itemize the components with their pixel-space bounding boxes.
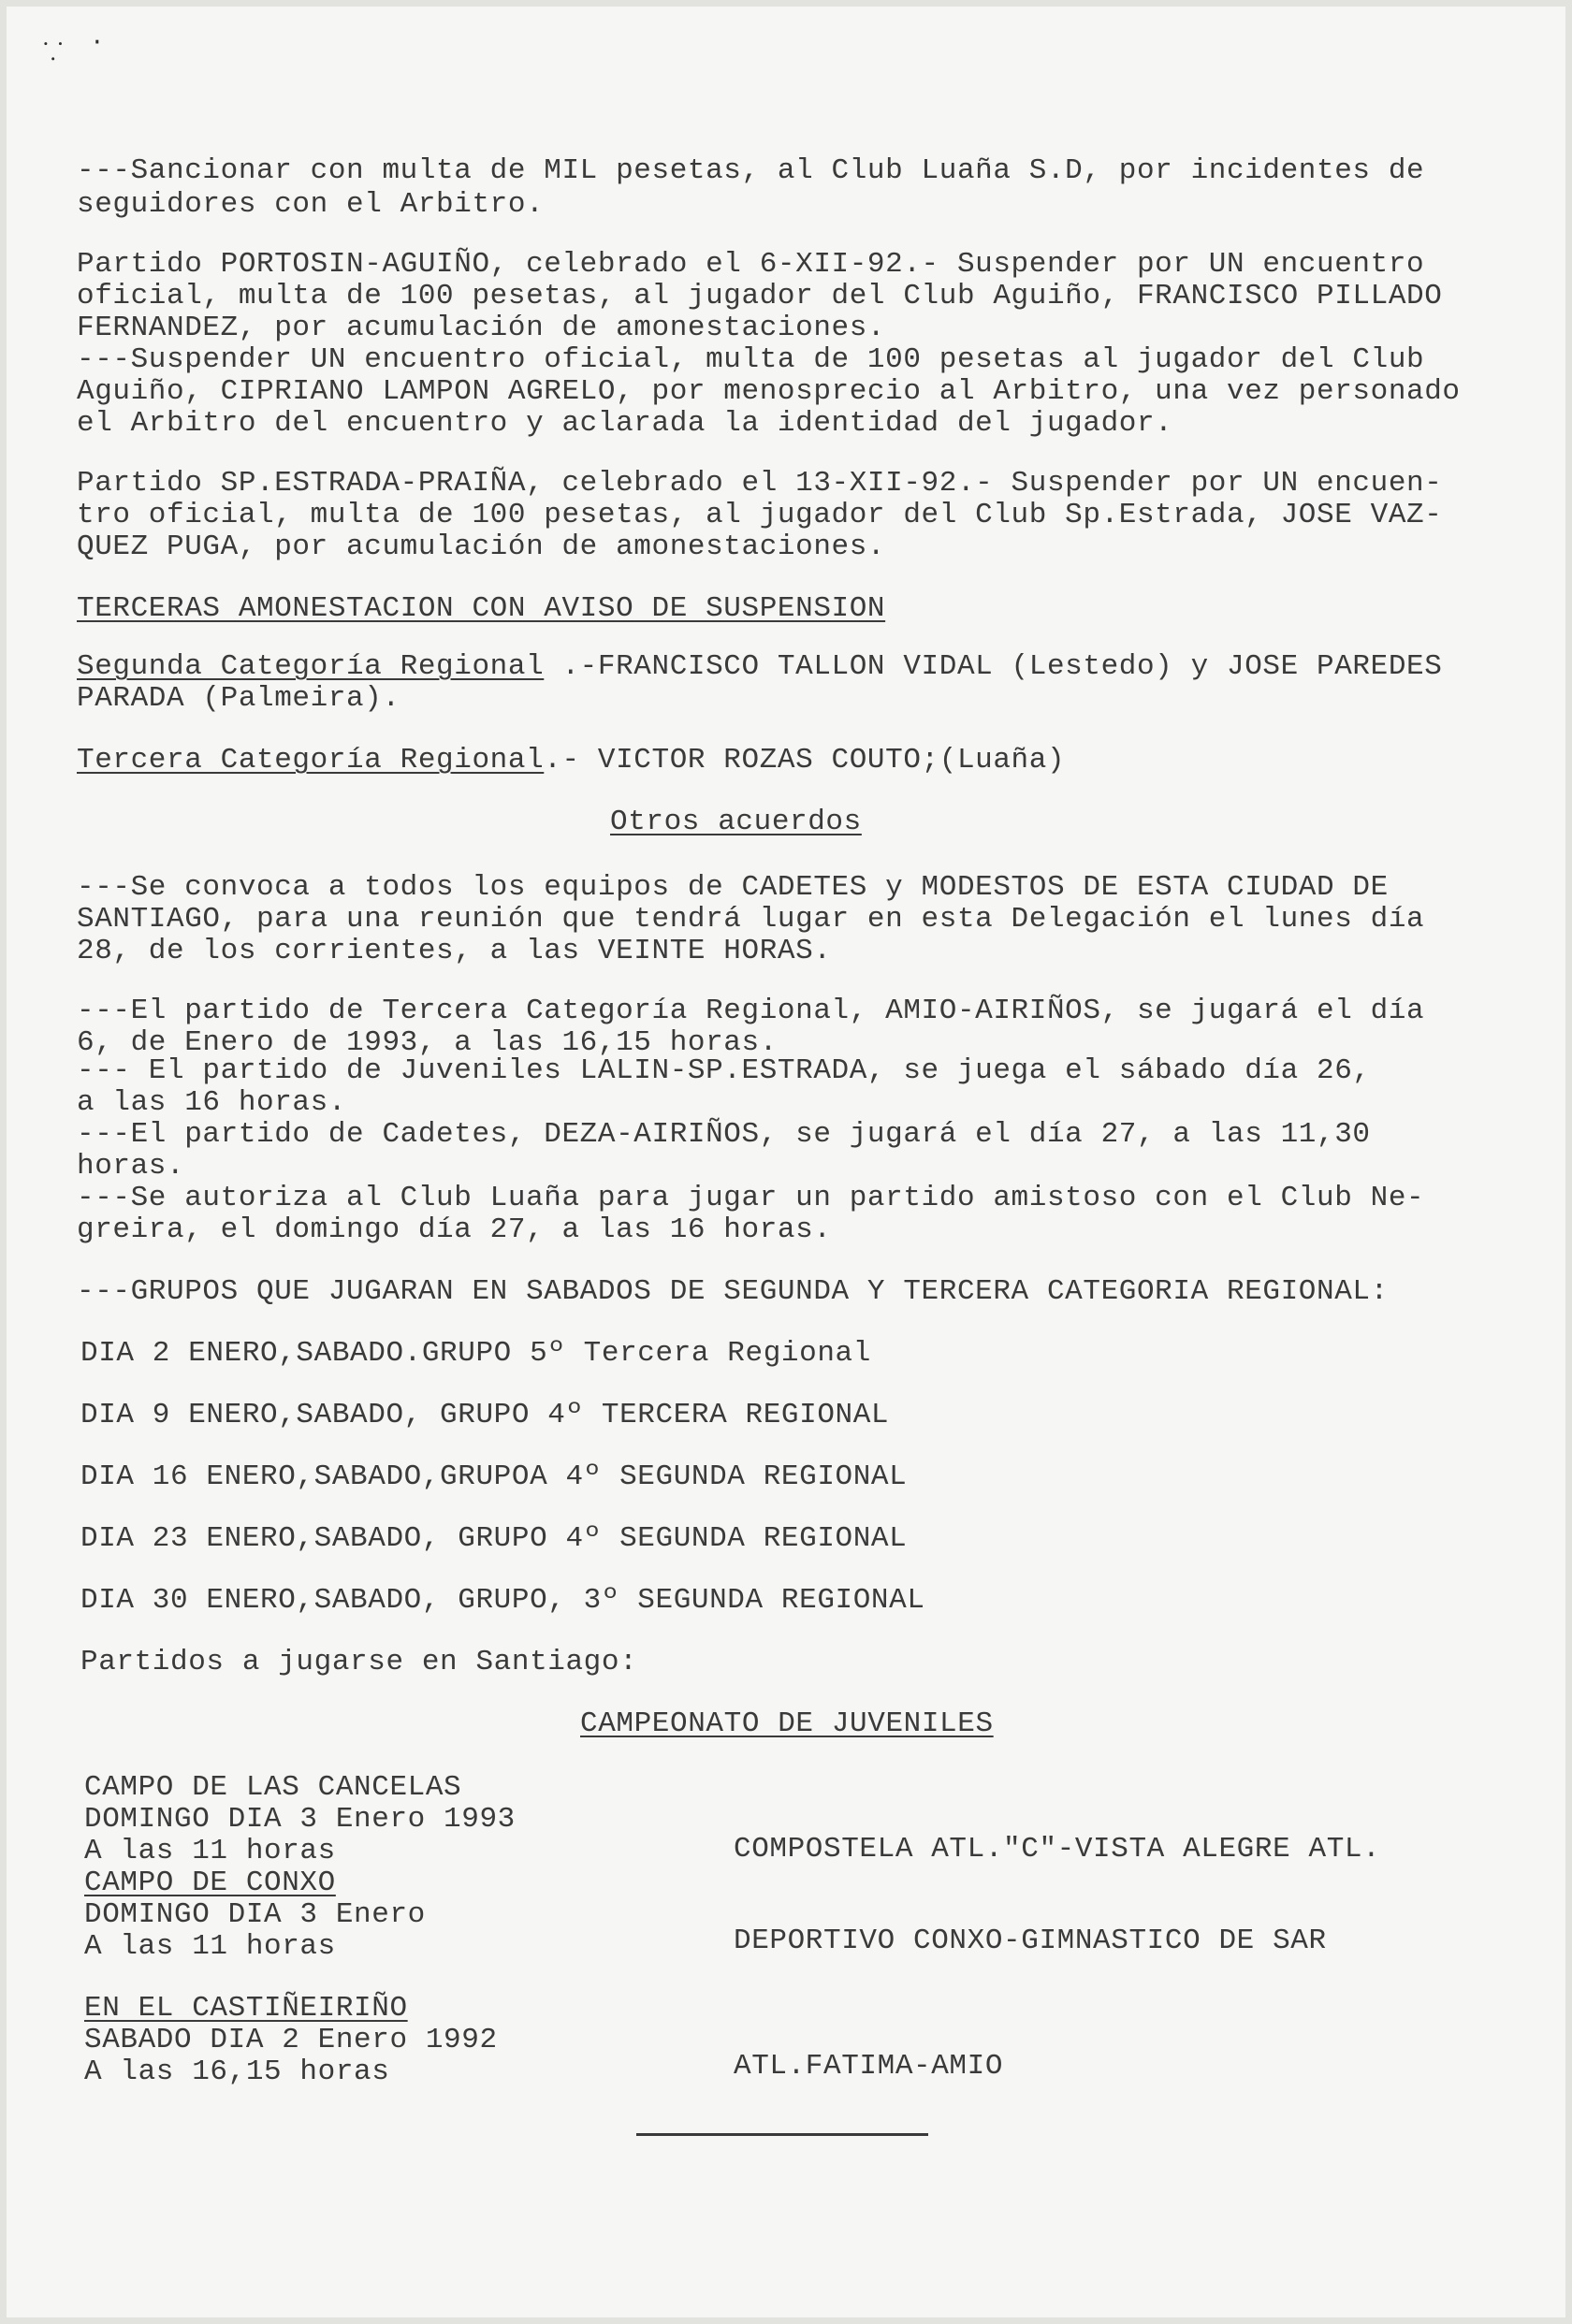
text-line: Aguiño, CIPRIANO LAMPON AGRELO, por menosprecio al Arbitro, una vez personado xyxy=(77,375,1461,408)
corner-mark-icon: ⸪ xyxy=(43,39,64,67)
match-name: COMPOSTELA ATL."C"-VISTA ALEGRE ATL. xyxy=(734,1833,1381,1866)
match-name: DEPORTIVO CONXO-GIMNASTICO DE SAR xyxy=(734,1925,1327,1957)
text-line: seguidores con el Arbitro. xyxy=(77,188,545,221)
category-label: Segunda Categoría Regional xyxy=(77,650,545,683)
text-line: ---GRUPOS QUE JUGARAN EN SABADOS DE SEGUNDA Y TERCERA CATEGORIA REGIONAL: xyxy=(77,1275,1389,1308)
schedule-line: DIA 2 ENERO,SABADO.GRUPO 5º Tercera Regional xyxy=(80,1337,871,1370)
text-line xyxy=(77,651,1442,683)
text-line xyxy=(77,745,1065,777)
text-line: el Arbitro del encuentro y aclarada la identidad del jugador. xyxy=(77,407,1173,440)
venue-date: DOMINGO DIA 3 Enero 1993 xyxy=(84,1803,516,1836)
text-line: a las 16 horas. xyxy=(77,1086,347,1119)
text-line: QUEZ PUGA, por acumulación de amonestaciones. xyxy=(77,530,886,563)
schedule-line: DIA 16 ENERO,SABADO,GRUPOA 4º SEGUNDA REGIONAL xyxy=(80,1460,908,1493)
text-line: horas. xyxy=(77,1150,185,1183)
category-label: Tercera Categoría Regional xyxy=(77,744,545,777)
venue-time: A las 11 horas xyxy=(84,1835,336,1867)
corner-mark-icon: · xyxy=(90,28,105,56)
text-line: Partido PORTOSIN-AGUIÑO, celebrado el 6-XII-92.- Suspender por UN encuentro xyxy=(77,248,1425,281)
category-text: .- VICTOR ROZAS COUTO;(Luaña) xyxy=(544,744,1066,777)
text-line: 28, de los corrientes, a las VEINTE HORAS. xyxy=(77,935,832,967)
schedule-line: DIA 30 ENERO,SABADO, GRUPO, 3º SEGUNDA REGIONAL xyxy=(80,1584,925,1617)
text-line: PARADA (Palmeira). xyxy=(77,682,400,715)
venue-date: SABADO DIA 2 Enero 1992 xyxy=(84,2024,498,2056)
text-line: ---El partido de Tercera Categoría Regional, AMIO-AIRIÑOS, se jugará el día xyxy=(77,995,1425,1027)
text-line: SANTIAGO, para una reunión que tendrá lugar en esta Delegación el lunes día xyxy=(77,903,1425,936)
text-line: oficial, multa de 100 pesetas, al jugador del Club Aguiño, FRANCISCO PILLADO xyxy=(77,280,1443,312)
schedule-line: DIA 9 ENERO,SABADO, GRUPO 4º TERCERA REGIONAL xyxy=(80,1399,890,1431)
text-line: Partidos a jugarse en Santiago: xyxy=(80,1646,638,1678)
text-line: tro oficial, multa de 100 pesetas, al jugador del Club Sp.Estrada, JOSE VAZ- xyxy=(77,499,1443,531)
text-line: greira, el domingo día 27, a las 16 horas. xyxy=(77,1213,832,1246)
category-text: .-FRANCISCO TALLON VIDAL (Lestedo) y JOSE PAREDES xyxy=(544,650,1443,683)
venue-time: A las 16,15 horas xyxy=(84,2055,390,2088)
text-line: ---Sancionar con multa de MIL pesetas, al Club Luaña S.D, por incidentes de xyxy=(77,154,1425,187)
venue-time: A las 11 horas xyxy=(84,1930,336,1963)
text-line: ---Se autoriza al Club Luaña para jugar un partido amistoso con el Club Ne- xyxy=(77,1182,1425,1214)
venue-name: CAMPO DE LAS CANCELAS xyxy=(84,1771,462,1804)
text-line: ---Se convoca a todos los equipos de CADETES y MODESTOS DE ESTA CIUDAD DE xyxy=(77,871,1389,904)
section-heading: Otros acuerdos xyxy=(610,806,862,838)
text-line: ---El partido de Cadetes, DEZA-AIRIÑOS, se jugará el día 27, a las 11,30 xyxy=(77,1118,1371,1151)
text-line: Partido SP.ESTRADA-PRAIÑA, celebrado el 13-XII-92.- Suspender por UN encuen- xyxy=(77,467,1443,500)
match-name: ATL.FATIMA-AMIO xyxy=(734,2050,1004,2083)
venue-date: DOMINGO DIA 3 Enero xyxy=(84,1898,426,1931)
text-line: FERNANDEZ, por acumulación de amonestaciones. xyxy=(77,312,886,344)
section-heading: CAMPEONATO DE JUVENILES xyxy=(580,1707,994,1740)
venue-name: CAMPO DE CONXO xyxy=(84,1866,336,1899)
closing-rule xyxy=(636,2133,928,2136)
venue-name: EN EL CASTIÑEIRIÑO xyxy=(84,1992,408,2025)
section-heading: TERCERAS AMONESTACION CON AVISO DE SUSPENSION xyxy=(77,592,886,625)
text-line: 6, de Enero de 1993, a las 16,15 horas. xyxy=(77,1026,778,1059)
text-line: --- El partido de Juveniles LALIN-SP.ESTRADA, se juega el sábado día 26, xyxy=(77,1054,1371,1087)
schedule-line: DIA 23 ENERO,SABADO, GRUPO 4º SEGUNDA REGIONAL xyxy=(80,1522,908,1555)
text-line: ---Suspender UN encuentro oficial, multa de 100 pesetas al jugador del Club xyxy=(77,343,1425,376)
